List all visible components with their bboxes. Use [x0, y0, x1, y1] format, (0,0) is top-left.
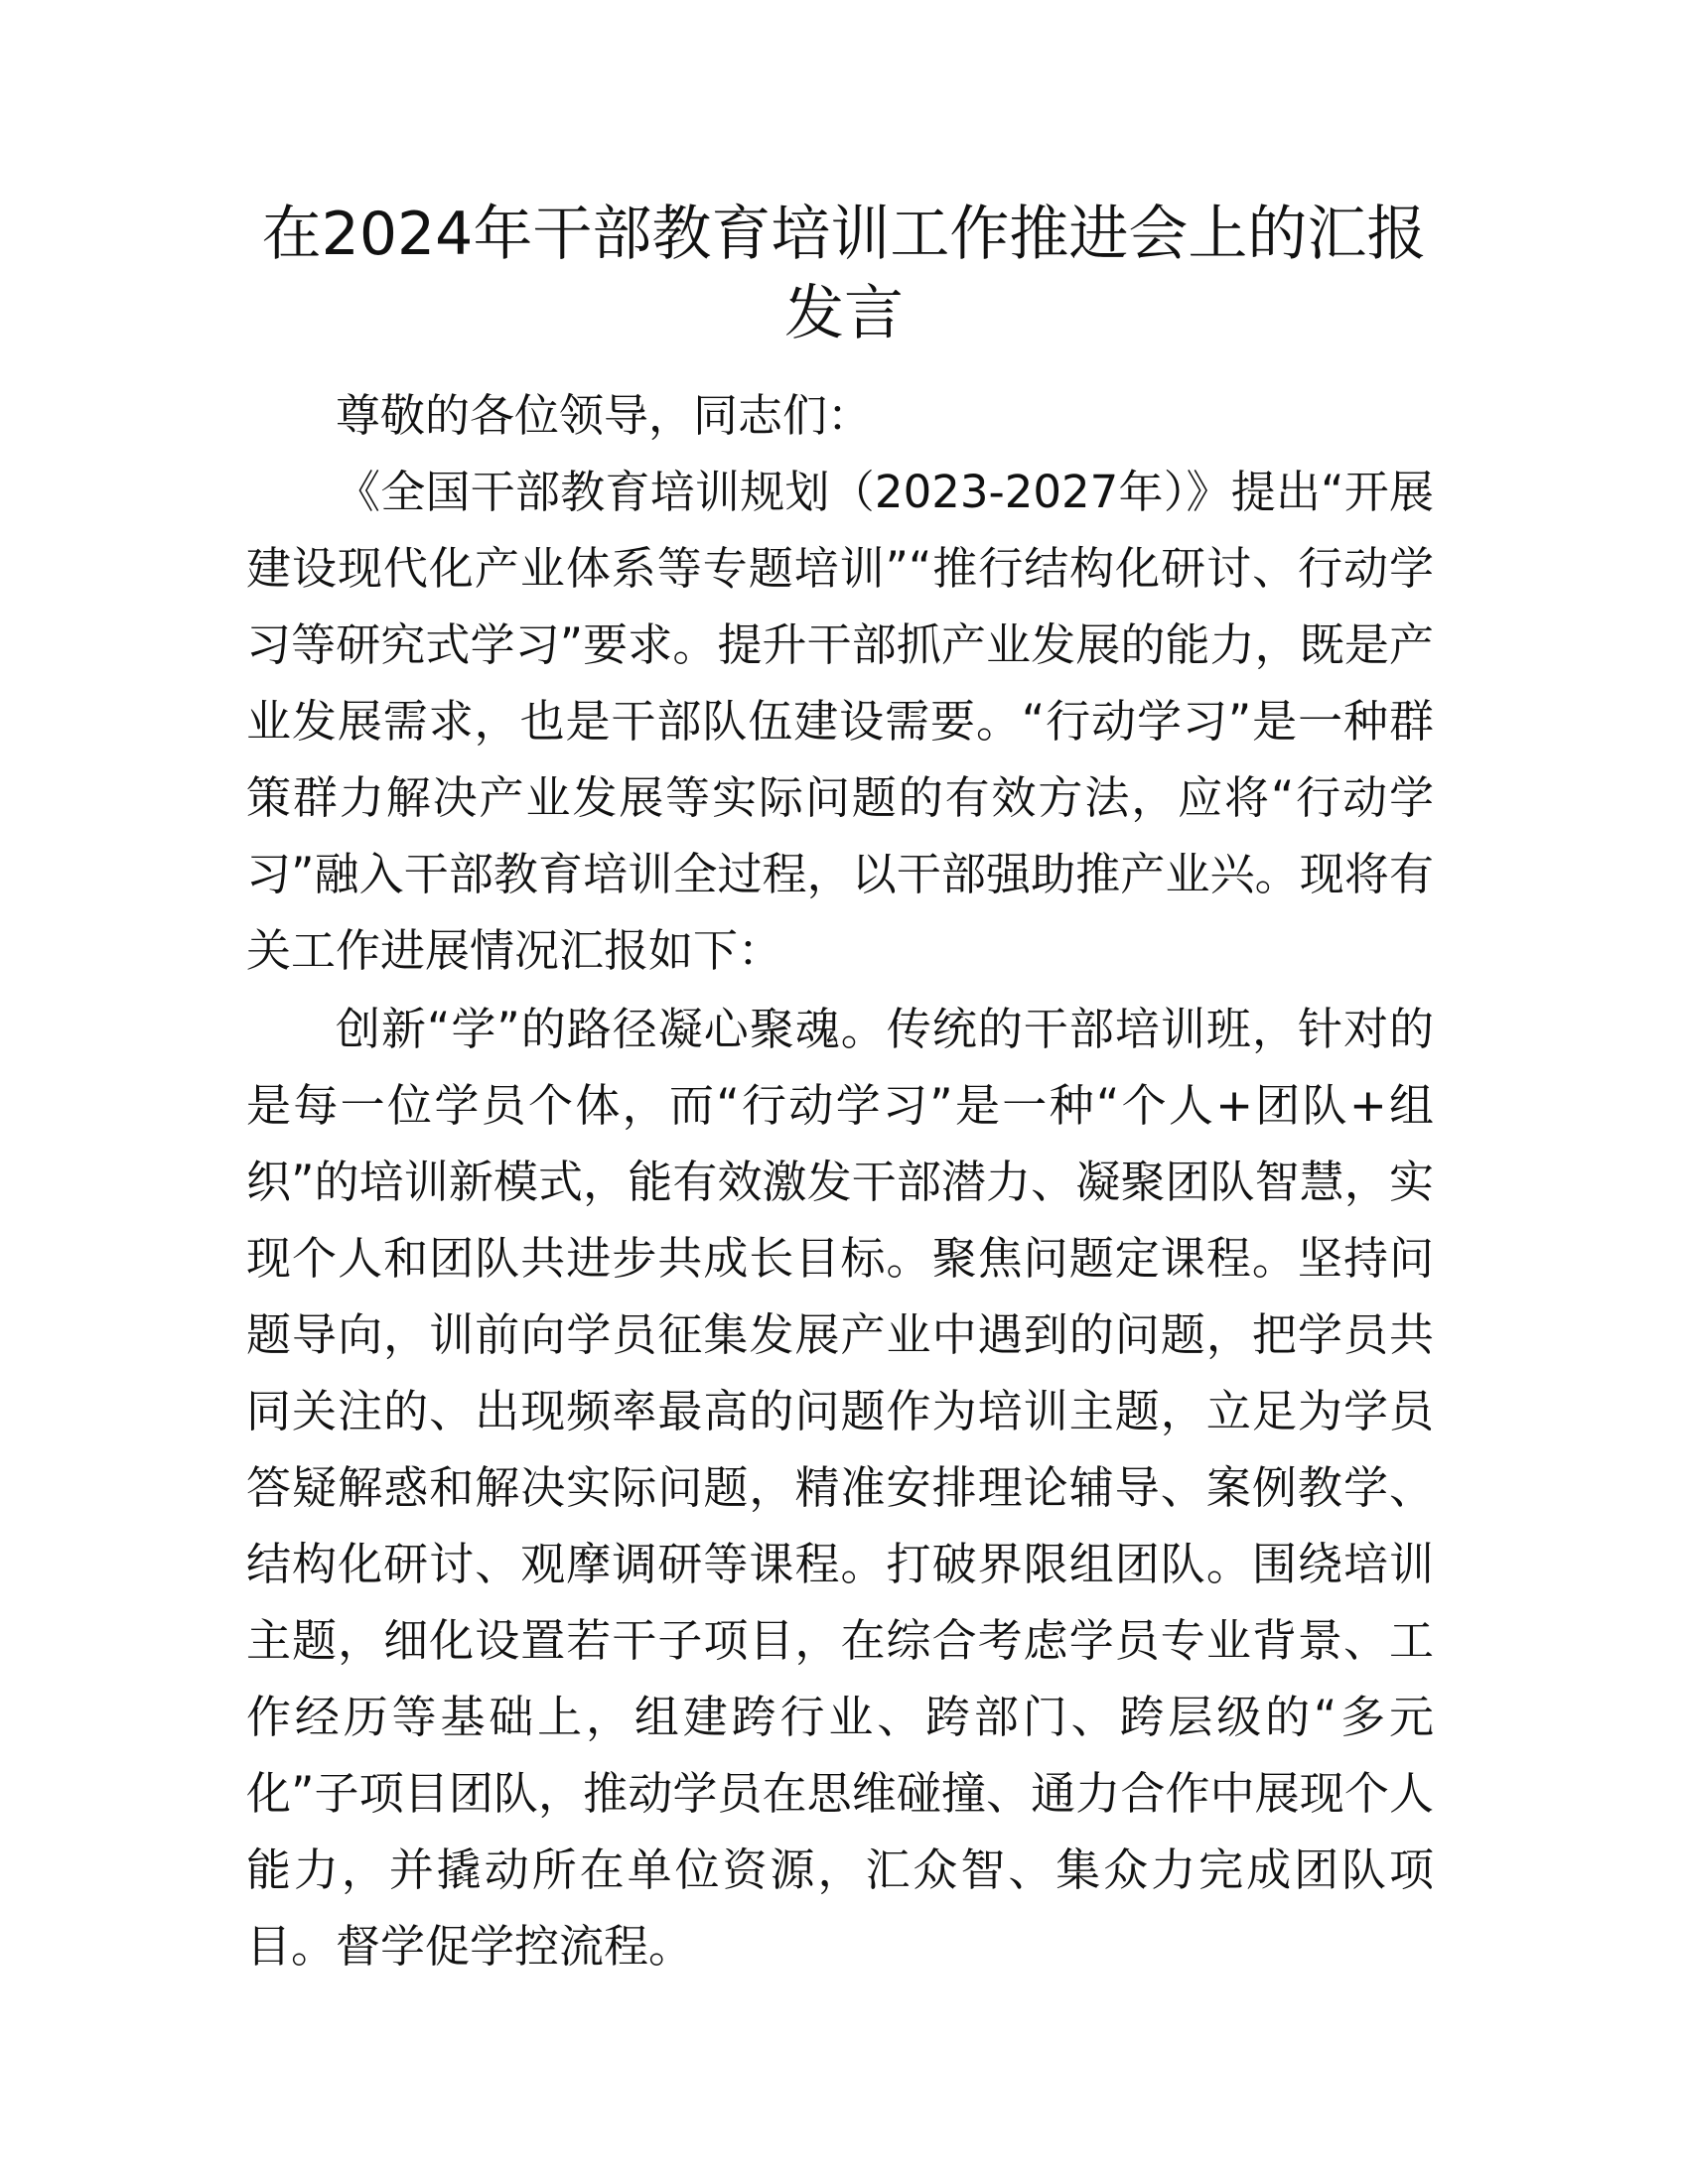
- paragraph-learning-path: 创新“学”的路径凝心聚魂。传统的干部培训班，针对的是每一位学员个体，而“行动学习”是一种“个人+团队+组织”的培训新模式，能有效激发干部潜力、凝聚团队智慧，实现个人和团队共进步共成长目标。聚焦问题定课程。坚持问题导向，训前向学员征集发展产业中遇到的问题，把学员共同关注的、出现频率最高的问题作为培训主题，立足为学员答疑解惑和解决实际问题，精准安排理论辅导、案例教学、结构化研讨、观摩调研等课程。打破界限组团队。围绕培训主题，细化设置若干子项目，在综合考虑学员专业背景、工作经历等基础上，组建跨行业、跨部门、跨层级的“多元化”子项目团队，推动学员在思维碰撞、通力合作中展现个人能力，并撬动所在单位资源，汇众智、集众力完成团队项目。督学促学控流程。: [246, 1003, 1434, 1973]
- salutation: 尊敬的各位领导，同志们：: [336, 389, 873, 442]
- paragraph-intro: 《全国干部教育培训规划（2023-2027年）》提出“开展建设现代化产业体系等专题培训”“推行结构化研讨、行动学习等研究式学习”要求。提升干部抓产业发展的能力，既是产业发展需求，也是干部队伍建设需要。“行动学习”是一种群策群力解决产业发展等实际问题的有效方法，应将“行动学习”融入干部教育培训全过程，以干部强助推产业兴。现将有关工作进展情况汇报如下：: [246, 466, 1434, 977]
- document-body: [246, 377, 1434, 1986]
- document-title: 在2024年干部教育培训工作推进会上的汇报发言: [261, 200, 1427, 348]
